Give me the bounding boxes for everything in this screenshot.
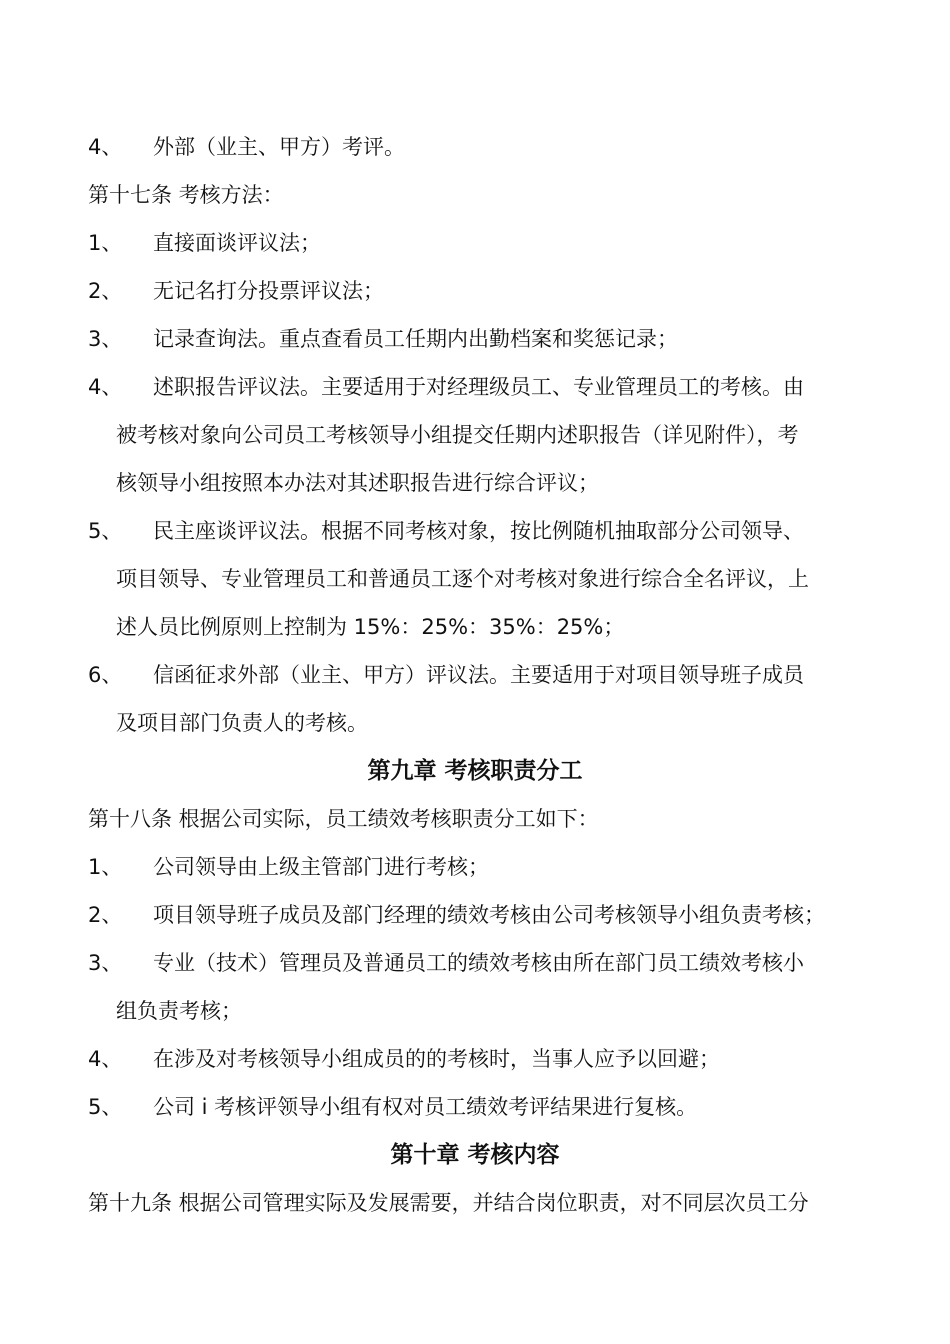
list-number: 2、 <box>88 279 123 303</box>
list-item <box>88 372 878 402</box>
list-text: 专业（技术）管理员及普通员工的绩效考核由所在部门员工绩效考核小 <box>153 951 804 975</box>
list-continuation: 核领导小组按照本办法对其述职报告进行综合评议； <box>116 471 599 495</box>
chapter-heading: 第九章 考核职责分工 <box>367 758 583 784</box>
list-number: 1、 <box>88 231 123 255</box>
list-number: 4、 <box>88 135 123 159</box>
list-item <box>88 660 878 690</box>
list-text: 公司领导由上级主管部门进行考核； <box>153 855 489 879</box>
list-item <box>88 276 878 306</box>
list-text: 无记名打分投票评议法； <box>153 279 384 303</box>
list-number: 3、 <box>88 327 123 351</box>
list-number: 2、 <box>88 903 123 927</box>
list-text: 信函征求外部（业主、甲方）评议法。主要适用于对项目领导班子成员 <box>153 663 804 687</box>
list-text: 民主座谈评议法。根据不同考核对象，按比例随机抽取部分公司领导、 <box>153 519 804 543</box>
list-continuation: 被考核对象向公司员工考核领导小组提交任期内述职报告（详见附件），考 <box>116 423 799 447</box>
list-text: 在涉及对考核领导小组成员的的考核时，当事人应予以回避； <box>153 1047 720 1071</box>
article-paragraph: 第十七条 考核方法： <box>88 183 284 207</box>
list-item <box>88 948 878 978</box>
list-item <box>88 1092 878 1122</box>
list-text: 记录查询法。重点查看员工任期内出勤档案和奖惩记录； <box>153 327 678 351</box>
list-number: 5、 <box>88 1095 123 1119</box>
list-continuation: 组负责考核； <box>116 999 242 1023</box>
list-text: 外部（业主、甲方）考评。 <box>153 135 405 159</box>
list-text: 项目领导班子成员及部门经理的绩效考核由公司考核领导小组负责考核； <box>153 903 825 927</box>
list-number: 4、 <box>88 1047 123 1071</box>
list-item <box>88 228 878 258</box>
article-paragraph: 第十九条 根据公司管理实际及发展需要，并结合岗位职责，对不同层次员工分 <box>88 1191 809 1215</box>
list-item <box>88 852 878 882</box>
list-number: 5、 <box>88 519 123 543</box>
list-item <box>88 324 878 354</box>
list-continuation: 项目领导、专业管理员工和普通员工逐个对考核对象进行综合全名评议，上 <box>116 567 809 591</box>
list-item <box>88 132 878 162</box>
list-number: 3、 <box>88 951 123 975</box>
list-number: 6、 <box>88 663 123 687</box>
list-continuation: 及项目部门负责人的考核。 <box>116 711 368 735</box>
list-text: 公司 i 考核评领导小组有权对员工绩效考评结果进行复核。 <box>153 1095 698 1119</box>
list-number: 1、 <box>88 855 123 879</box>
list-text: 述职报告评议法。主要适用于对经理级员工、专业管理员工的考核。由 <box>153 375 804 399</box>
list-text: 直接面谈评议法； <box>153 231 321 255</box>
list-item <box>88 1044 878 1074</box>
article-paragraph: 第十八条 根据公司实际，员工绩效考核职责分工如下： <box>88 807 599 831</box>
list-continuation: 述人员比例原则上控制为 15%：25%：35%：25%； <box>116 615 625 639</box>
list-number: 4、 <box>88 375 123 399</box>
list-item <box>88 516 878 546</box>
chapter-heading: 第十章 考核内容 <box>390 1142 560 1168</box>
list-item <box>88 900 878 930</box>
